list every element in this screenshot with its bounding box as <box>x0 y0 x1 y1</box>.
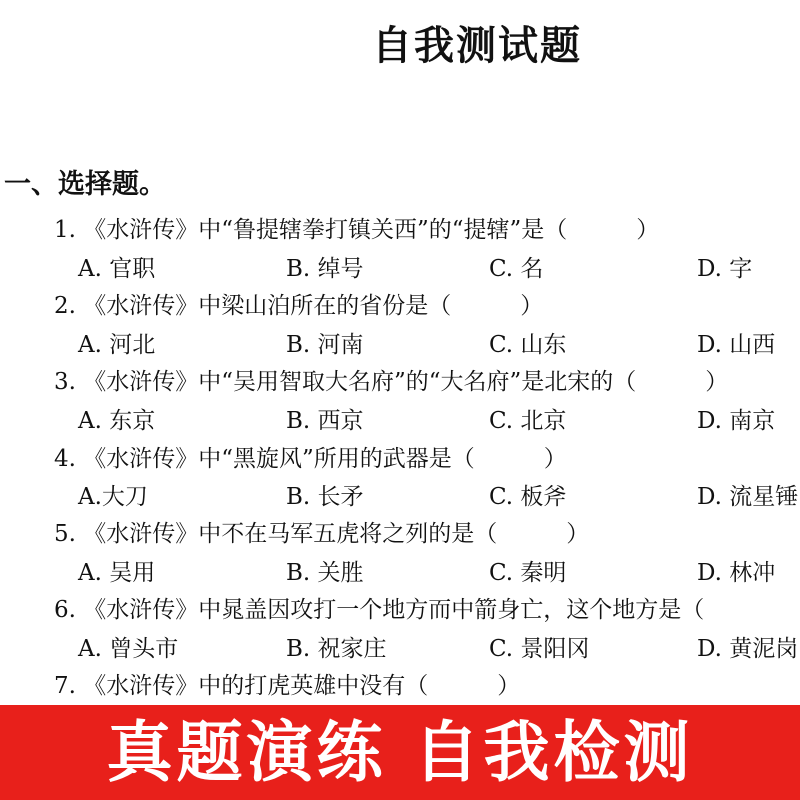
question-3-option-c: C. 北京 <box>489 408 567 434</box>
question-6-option-d: D. 黄泥岗 <box>697 636 799 662</box>
question-4-option-d: D. 流星锤 <box>697 484 799 510</box>
question-6-option-b: B. 祝家庄 <box>286 636 387 662</box>
question-2-text: 2. 《水浒传》中梁山泊所在的省份是（ ） <box>54 293 544 319</box>
question-5-option-c: C. 秦明 <box>489 560 567 586</box>
promo-banner-text: 真题演练 自我检测 <box>106 714 694 791</box>
question-5-text: 5. 《水浒传》中不在马军五虎将之列的是（ ） <box>54 521 590 547</box>
question-2-option-b: B. 河南 <box>286 332 364 358</box>
question-5-option-b: B. 关胜 <box>286 560 364 586</box>
question-7-text: 7. 《水浒传》中的打虎英雄中没有（ ） <box>54 673 521 699</box>
question-2-option-d: D. 山西 <box>697 332 776 358</box>
question-1-option-d: D. 字 <box>697 256 753 282</box>
question-3-option-a: A. 东京 <box>78 408 156 434</box>
question-3-option-d: D. 南京 <box>697 408 776 434</box>
question-5-option-a: A. 吴用 <box>78 560 156 586</box>
question-6-option-a: A. 曾头市 <box>78 636 179 662</box>
question-4-text: 4. 《水浒传》中“黑旋风”所用的武器是（ ） <box>54 446 567 472</box>
page-title: 自我测试题 <box>372 23 582 69</box>
section-heading: 一、选择题。 <box>4 169 166 200</box>
question-3-option-b: B. 西京 <box>286 408 364 434</box>
question-1-option-a: A. 官职 <box>78 256 156 282</box>
question-2-option-a: A. 河北 <box>78 332 156 358</box>
question-1-text: 1. 《水浒传》中“鲁提辖拳打镇关西”的“提辖”是（ ） <box>54 217 660 243</box>
question-6-option-c: C. 景阳冈 <box>489 636 590 662</box>
question-2-option-c: C. 山东 <box>489 332 567 358</box>
promo-banner <box>0 705 800 800</box>
question-4-option-c: C. 板斧 <box>489 484 567 510</box>
question-3-text: 3. 《水浒传》中“吴用智取大名府”的“大名府”是北宋的（ ） <box>54 369 729 395</box>
question-4-option-a: A.大刀 <box>78 484 148 510</box>
question-4-option-b: B. 长矛 <box>286 484 364 510</box>
question-5-option-d: D. 林冲 <box>697 560 776 586</box>
question-1-option-c: C. 名 <box>489 256 544 282</box>
question-6-text: 6. 《水浒传》中晁盖因攻打一个地方而中箭身亡，这个地方是（ <box>54 597 705 623</box>
question-1-option-b: B. 绰号 <box>286 256 364 282</box>
